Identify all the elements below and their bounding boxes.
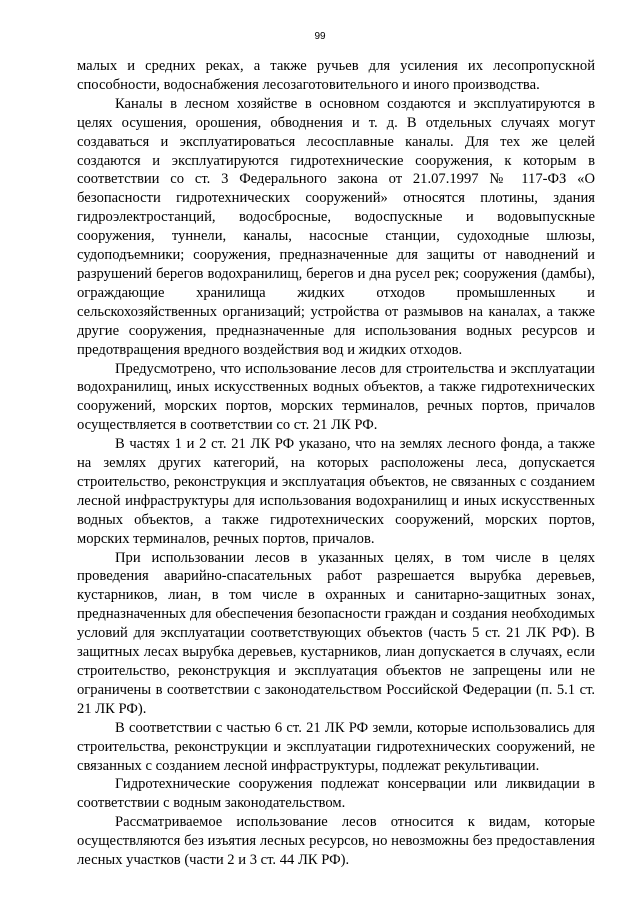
- paragraph-article-21-parts: В частях 1 и 2 ст. 21 ЛК РФ указано, что на землях лесного фонда, а также на землях других категорий, на которых расположены леса, допускается строительство, реконструкция и эксплуатация объектов, не связанных с созданием лесной инфраструктуры для использования водохранилищ и иных искусственных водных объектов, а также гидротехнических сооружений, морских портов, морских терминалов, речных портов, причалов.: [77, 436, 595, 547]
- paragraph-usage-types: Рассматриваемое использование лесов относится к видам, которые осуществляются без изъятия лесных ресурсов, но невозможны без предоставления лесных участков (части 2 и 3 ст. 44 ЛК РФ).: [77, 814, 595, 869]
- paragraph-continuation: малых и средних реках, а также ручьев для усиления их лесопропускной способности, водоснабжения лесозаготовительного и иного производства.: [77, 58, 595, 93]
- paragraph-cutting: При использовании лесов в указанных целях, в том числе в целях проведения аварийно-спасательных работ разрешается вырубка деревьев, кустарников, лиан, в том числе в охранных и санитарно-защитных зонах, предназначенных для обеспечения безопасности граждан и создания необходимых условий для эксплуатации соответствующих объектов (часть 5 ст. 21 ЛК РФ). В защитных лесах вырубка деревьев, кустарников, лиан допускается в случаях, если строительство, реконструкция и эксплуатация объектов не запрещены или не ограничены в соответствии с законодательством Российской Федерации (п. 5.1 ст. 21 ЛК РФ).: [77, 549, 595, 717]
- paragraph-canals: Каналы в лесном хозяйстве в основном создаются и эксплуатируются в целях осушения, орошения, обводнения и т. д. В отдельных случаях могут создаваться и эксплуатироваться лесосплавные каналы. Для тех же целей создаются и эксплуатируются гидротехнические сооружения, к которым в соответствии со ст. 3 Федерального закона от 21.07.1997 № 117-ФЗ «О безопасности гидротехнических сооружений» относятся плотины, здания гидроэлектростанций, водосбросные, водоспускные и водовыпускные сооружения, туннели, каналы, насосные станции, судоходные шлюзы, судоподъемники; сооружения, предназначенные для защиты от наводнений и разрушений берегов водохранилищ, берегов и дна русел рек; сооружения (дамбы), ограждающие хранилища жидких отходов промышленных и сельскохозяйственных организаций; устройства от размывов на каналах, а также другие сооружения, предназначенные для использования водных ресурсов и предотвращения вредного воздействия вод и жидких отходов.: [77, 95, 595, 358]
- paragraph-forest-use: Предусмотрено, что использование лесов для строительства и эксплуатации водохранилищ, иных искусственных водных объектов, а также гидротехнических сооружений, морских портов, морских терминалов, речных портов, причалов осуществляется в соответствии со ст. 21 ЛК РФ.: [77, 360, 595, 434]
- document-body: [77, 57, 595, 870]
- paragraph-conservation: Гидротехнические сооружения подлежат консервации или ликвидации в соответствии с водным законодательством.: [77, 776, 595, 812]
- page-number: 99: [314, 31, 326, 42]
- paragraph-recultivation: В соответствии с частью 6 ст. 21 ЛК РФ земли, которые использовались для строительства, реконструкции и эксплуатации гидротехнических сооружений, не связанных с созданием лесной инфраструктуры, подлежат рекультивации.: [77, 719, 595, 774]
